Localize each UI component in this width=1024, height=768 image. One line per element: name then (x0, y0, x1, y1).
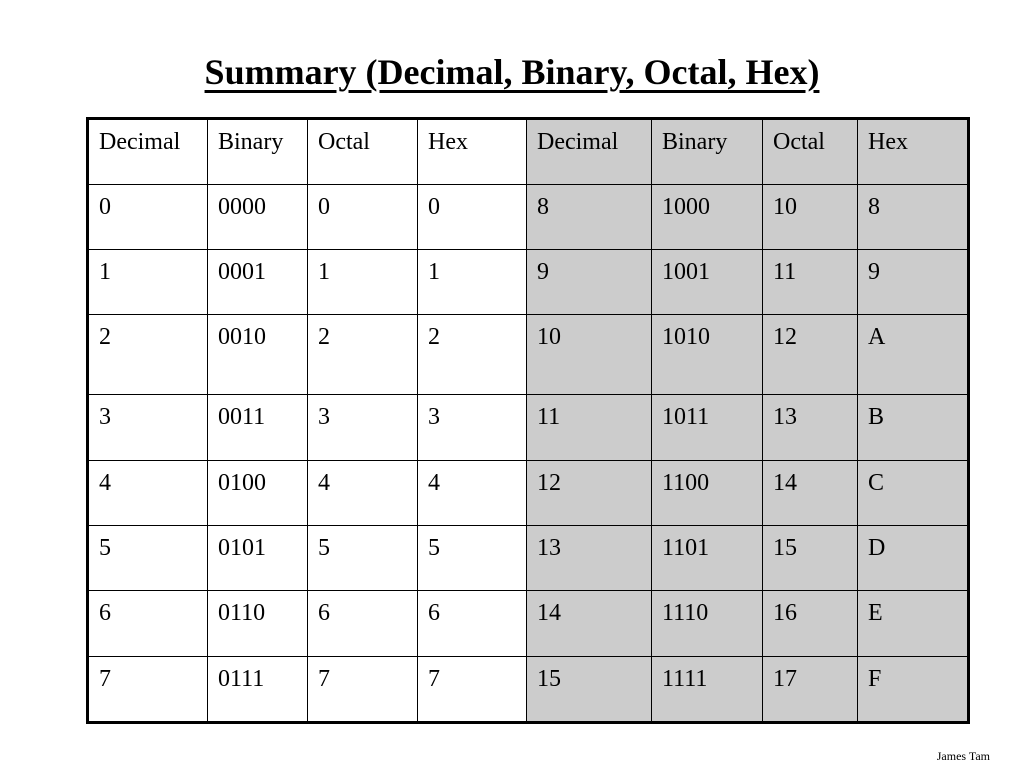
table-row (88, 591, 969, 657)
table-cell: 1 (88, 250, 208, 315)
table-cell: 12 (527, 461, 652, 526)
table-cell: 0100 (208, 461, 308, 526)
table-cell: 5 (308, 526, 418, 591)
header-cell: Octal (763, 119, 858, 185)
table-cell: 4 (418, 461, 527, 526)
header-cell: Hex (858, 119, 969, 185)
table-row (88, 185, 969, 250)
table-cell: 13 (527, 526, 652, 591)
table-cell: 0 (418, 185, 527, 250)
table-cell: 1101 (652, 526, 763, 591)
table-cell: 0111 (208, 657, 308, 723)
header-cell: Decimal (527, 119, 652, 185)
table-cell: 11 (527, 395, 652, 461)
table-cell: 6 (308, 591, 418, 657)
table-cell: F (858, 657, 969, 723)
header-cell: Binary (208, 119, 308, 185)
table-cell: 5 (88, 526, 208, 591)
table-cell: 1000 (652, 185, 763, 250)
summary-table (86, 117, 970, 724)
table-cell: 2 (418, 315, 527, 395)
table-cell: E (858, 591, 969, 657)
table-cell: 8 (858, 185, 969, 250)
table-cell: 9 (527, 250, 652, 315)
table-cell: 0000 (208, 185, 308, 250)
footer-author: James Tam (936, 749, 990, 763)
header-cell: Hex (418, 119, 527, 185)
slide-title-text: Summary (Decimal, Binary, Octal, Hex) (204, 52, 820, 92)
table-cell: D (858, 526, 969, 591)
table-cell: 1001 (652, 250, 763, 315)
table-cell: 2 (308, 315, 418, 395)
table-cell: 17 (763, 657, 858, 723)
table-cell: 10 (527, 315, 652, 395)
table-cell: 3 (308, 395, 418, 461)
table-cell: 1110 (652, 591, 763, 657)
header-cell: Binary (652, 119, 763, 185)
table-cell: 6 (88, 591, 208, 657)
table-cell: 1111 (652, 657, 763, 723)
header-cell: Decimal (88, 119, 208, 185)
table-cell: 6 (418, 591, 527, 657)
table-cell: 5 (418, 526, 527, 591)
table-cell: 0011 (208, 395, 308, 461)
table-cell: 12 (763, 315, 858, 395)
table-cell: 0101 (208, 526, 308, 591)
table-header-row (88, 119, 969, 185)
table-cell: 14 (527, 591, 652, 657)
table-cell: 4 (308, 461, 418, 526)
table-cell: 2 (88, 315, 208, 395)
table-cell: 10 (763, 185, 858, 250)
table-cell: C (858, 461, 969, 526)
table-cell: 1011 (652, 395, 763, 461)
table-cell: 9 (858, 250, 969, 315)
table-cell: 15 (527, 657, 652, 723)
table-row (88, 395, 969, 461)
table-cell: 0001 (208, 250, 308, 315)
table-cell: 13 (763, 395, 858, 461)
table-row (88, 526, 969, 591)
table-cell: 15 (763, 526, 858, 591)
table-cell: 1 (418, 250, 527, 315)
table-cell: 0 (88, 185, 208, 250)
slide-title (0, 48, 1024, 96)
table-cell: 0110 (208, 591, 308, 657)
table-cell: 0 (308, 185, 418, 250)
table-row (88, 461, 969, 526)
table-cell: 16 (763, 591, 858, 657)
table-row (88, 315, 969, 395)
table-cell: A (858, 315, 969, 395)
table-cell: 1100 (652, 461, 763, 526)
table-row (88, 657, 969, 723)
table-row (88, 250, 969, 315)
table-cell: 1010 (652, 315, 763, 395)
header-cell: Octal (308, 119, 418, 185)
table-cell: 14 (763, 461, 858, 526)
table-cell: B (858, 395, 969, 461)
table-cell: 3 (418, 395, 527, 461)
table-cell: 7 (88, 657, 208, 723)
table-cell: 7 (308, 657, 418, 723)
table-cell: 3 (88, 395, 208, 461)
table-cell: 4 (88, 461, 208, 526)
table-cell: 7 (418, 657, 527, 723)
table-cell: 11 (763, 250, 858, 315)
table-cell: 8 (527, 185, 652, 250)
table-cell: 0010 (208, 315, 308, 395)
table-cell: 1 (308, 250, 418, 315)
